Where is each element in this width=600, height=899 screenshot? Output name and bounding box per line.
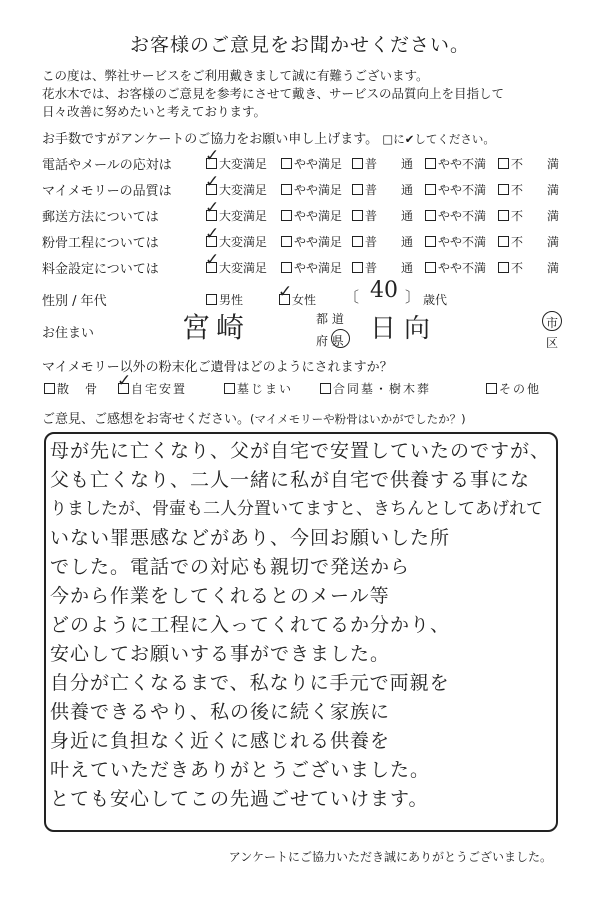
checkbox[interactable] [425, 158, 436, 169]
footer-thanks: アンケートにご協力いただき誠にありがとうございました。 [228, 850, 552, 864]
comment-line: 父も亡くなり、二人一緒に私が自宅で供養する事にな [50, 469, 531, 491]
comment-line: でした。電話での対応も親切で発送から [50, 556, 411, 578]
question-label: 電話やメールの応対は [42, 158, 172, 173]
option-neutral[interactable]: 普 通 [352, 259, 413, 276]
checkbox[interactable] [498, 262, 509, 273]
checkbox[interactable] [352, 158, 363, 169]
comment-line: とても安心してこの先過ごせていけます。 [50, 788, 429, 810]
city-suffix-top: 市 [546, 316, 559, 330]
option-somewhat-satisfied[interactable]: やや満足 [281, 207, 342, 224]
checkbox[interactable] [352, 236, 363, 247]
checkbox[interactable] [281, 236, 292, 247]
age-value: 40 [370, 278, 398, 303]
checkmark-icon: ✓ [278, 282, 293, 302]
comment-line: 今から作業をしてくれるとのメール等 [50, 585, 390, 607]
option-joint-tree-burial[interactable]: 合同墓・樹木葬 [320, 380, 431, 397]
checkbox[interactable] [44, 383, 55, 394]
option-somewhat-satisfied[interactable]: やや満足 [281, 181, 342, 198]
option-somewhat-dissatisfied[interactable]: やや不満 [425, 181, 486, 198]
checkbox[interactable] [281, 158, 292, 169]
comment-line: どのように工程に入ってくれてるか分かり、 [50, 614, 451, 636]
checkbox[interactable] [498, 184, 509, 195]
option-very-satisfied[interactable]: 大変満足 [206, 259, 267, 276]
checkbox[interactable] [425, 210, 436, 221]
checkmark-icon: ✓ [205, 146, 220, 166]
option-dissatisfied[interactable]: 不 満 [498, 207, 559, 224]
option-dissatisfied[interactable]: 不 満 [498, 259, 559, 276]
option-dissatisfied[interactable]: 不 満 [498, 233, 559, 250]
residence-label: お住まい [42, 326, 95, 341]
option-very-satisfied[interactable]: 大変満足 [206, 181, 267, 198]
age-bracket-open: 〔 [344, 288, 360, 306]
checkbox[interactable] [486, 383, 497, 394]
checkmark-icon: ✓ [117, 371, 132, 391]
option-home-storage[interactable]: 自宅安置 [118, 380, 187, 397]
comment-line: りましたが、骨壷も二人分置いてますと、きちんとしてあげれて [50, 499, 543, 519]
page-title: お客様のご意見をお聞かせください。 [129, 34, 470, 56]
age-suffix: 歳代 [423, 293, 448, 307]
question-label: 料金設定については [42, 262, 159, 277]
comment-line: 身近に負担なく近くに感じれる供養を [50, 730, 391, 752]
option-somewhat-dissatisfied[interactable]: やや不満 [425, 233, 486, 250]
age-bracket-close: 〕 [405, 288, 421, 306]
option-neutral[interactable]: 普 通 [352, 155, 413, 172]
comments-heading: ご意見、ご感想をお寄せください。(マイメモリーや粉骨はいかがでしたか？) [42, 412, 466, 427]
request-text: お手数ですがアンケートのご協力をお願い申し上げます。 [42, 132, 379, 147]
option-very-satisfied[interactable]: 大変満足 [206, 207, 267, 224]
question-label: 粉骨工程については [42, 236, 159, 251]
checkbox[interactable] [206, 294, 217, 305]
intro-line-1: この度は、弊社サービスをご利用戴きまして誠に有難うございます。 [42, 68, 429, 83]
checkmark-icon: ✓ [205, 224, 220, 244]
checkmark-icon: ✓ [205, 250, 220, 270]
comment-line: 母が先に亡くなり、父が自宅で安置していたのですが、 [50, 440, 551, 462]
option-neutral[interactable]: 普 通 [352, 207, 413, 224]
option-neutral[interactable]: 普 通 [352, 233, 413, 250]
checkmark-icon: ✓ [205, 198, 220, 218]
option-male[interactable]: 男性 [206, 291, 243, 308]
option-neutral[interactable]: 普 通 [352, 181, 413, 198]
comment-line: 供養できるやり、私の後に続く家族に [50, 701, 391, 723]
checkbox[interactable] [281, 210, 292, 221]
intro-line-3: 日々改善に努めたいと考えております。 [42, 104, 267, 119]
checkmark-icon: ✓ [205, 172, 220, 192]
prefecture-suffix-bottom: 府 県 [316, 334, 344, 348]
checkbox[interactable] [498, 210, 509, 221]
city-suffix-bottom: 区 [546, 336, 559, 350]
checkbox[interactable] [352, 210, 363, 221]
gender-age-label: 性別 / 年代 [42, 294, 107, 309]
checkbox[interactable] [224, 383, 235, 394]
checkbox[interactable] [498, 158, 509, 169]
prefecture-handwritten: 宮崎 [182, 311, 251, 344]
checkbox[interactable] [498, 236, 509, 247]
option-somewhat-dissatisfied[interactable]: やや不満 [425, 155, 486, 172]
checkbox[interactable] [352, 262, 363, 273]
checkbox[interactable] [281, 262, 292, 273]
checkbox[interactable] [320, 383, 331, 394]
checkbox[interactable] [352, 184, 363, 195]
question-label: 郵送方法については [42, 210, 159, 225]
option-grave-closing[interactable]: 墓じまい [224, 380, 293, 397]
comment-line: 叶えていただきありがとうございました。 [50, 759, 431, 781]
checkbox[interactable] [425, 236, 436, 247]
intro-line-2: 花水木では、お客様のご意見を参考にさせて戴き、サービスの品質向上を目指して [42, 86, 505, 101]
option-very-satisfied[interactable]: 大変満足 [206, 233, 267, 250]
option-somewhat-dissatisfied[interactable]: やや不満 [425, 259, 486, 276]
question-label: マイメモリーの品質は [42, 184, 172, 199]
checkbox[interactable] [281, 184, 292, 195]
option-dissatisfied[interactable]: 不 満 [498, 181, 559, 198]
checkbox[interactable] [425, 262, 436, 273]
option-scatter[interactable]: 散 骨 [44, 380, 99, 397]
comment-line: 自分が亡くなるまで、私なりに手元で両親を [50, 672, 450, 694]
checkbox[interactable] [425, 184, 436, 195]
option-dissatisfied[interactable]: 不 満 [498, 155, 559, 172]
city-handwritten: 日向 [370, 314, 439, 344]
option-other[interactable]: その他 [486, 380, 541, 397]
circle-mark [542, 311, 562, 331]
option-somewhat-satisfied[interactable]: やや満足 [281, 155, 342, 172]
remains-question: マイメモリー以外の粉末化ご遺骨はどのようにされますか？ [42, 360, 393, 375]
prefecture-suffix-top: 都 道 [316, 312, 344, 326]
comment-line: いない罪悪感などがあり、今回お願いした所 [50, 527, 451, 549]
request-note: □に✔してください。 [382, 132, 495, 146]
option-somewhat-satisfied[interactable]: やや満足 [281, 233, 342, 250]
option-somewhat-dissatisfied[interactable]: やや不満 [425, 207, 486, 224]
option-very-satisfied[interactable]: 大変満足 [206, 155, 267, 172]
comment-line: 安心してお願いする事ができました。 [50, 643, 391, 665]
survey-request [42, 128, 495, 147]
option-somewhat-satisfied[interactable]: やや満足 [281, 259, 342, 276]
circle-mark [331, 329, 350, 348]
option-female[interactable]: 女性 [279, 291, 316, 308]
